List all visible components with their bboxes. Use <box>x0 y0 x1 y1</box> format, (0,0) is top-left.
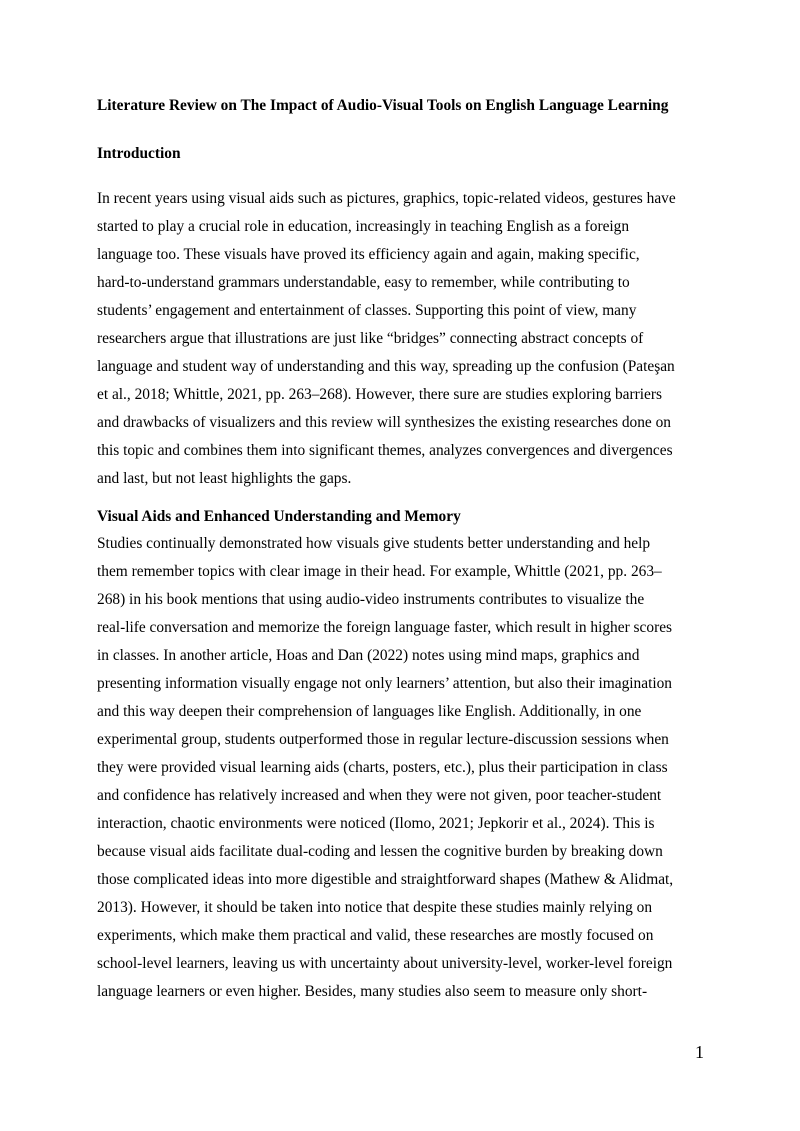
paragraph-line: hard-to-understand grammars understandable, easy to remember, while contributing to <box>97 274 630 291</box>
paragraph-line: and this way deepen their comprehension of languages like English. Additionally, in one <box>97 703 642 720</box>
section-heading-visual-aids: Visual Aids and Enhanced Understanding and Memory <box>97 508 461 525</box>
paragraph-line: language too. These visuals have proved its efficiency again and again, making specific, <box>97 246 640 263</box>
paragraph-line: et al., 2018; Whittle, 2021, pp. 263–268). However, there sure are studies exploring barriers <box>97 386 662 403</box>
paragraph-line: and confidence has relatively increased and when they were not given, poor teacher-student <box>97 787 662 804</box>
paragraph-line: and drawbacks of visualizers and this review will synthesizes the existing researches done on <box>97 414 671 431</box>
page-number: 1 <box>695 1042 704 1062</box>
paragraph-line: experiments, which make them practical and valid, these researches are mostly focused on <box>97 927 654 944</box>
visual-aids-paragraph <box>97 530 709 1006</box>
paragraph-line: language learners or even higher. Besides, many studies also seem to measure only short- <box>97 983 648 1000</box>
paragraph-line: experimental group, students outperformed those in regular lecture-discussion sessions when <box>97 731 669 748</box>
paragraph-line: 2013). However, it should be taken into notice that despite these studies mainly relying on <box>97 899 653 916</box>
section-heading-introduction: Introduction <box>97 145 181 162</box>
paragraph-line: 268) in his book mentions that using audio-video instruments contributes to visualize the <box>97 591 645 608</box>
paragraph-line: Studies continually demonstrated how visuals give students better understanding and help <box>97 535 651 552</box>
paragraph-line: In recent years using visual aids such as pictures, graphics, topic-related videos, gestures have <box>97 190 676 207</box>
paragraph-line: students’ engagement and entertainment of classes. Supporting this point of view, many <box>97 302 637 319</box>
introduction-paragraph <box>97 185 709 493</box>
paragraph-line: because visual aids facilitate dual-coding and lessen the cognitive burden by breaking down <box>97 843 663 860</box>
paragraph-line: real-life conversation and memorize the foreign language faster, which result in higher scores <box>97 619 673 636</box>
document-title: Literature Review on The Impact of Audio-Visual Tools on English Language Learning <box>97 97 669 114</box>
paragraph-line: those complicated ideas into more digestible and straightforward shapes (Mathew & Alidmat, <box>97 871 674 888</box>
paragraph-line: and last, but not least highlights the gaps. <box>97 470 352 487</box>
paragraph-line: language and student way of understanding and this way, spreading up the confusion (Pateşan <box>97 358 675 375</box>
paragraph-line: they were provided visual learning aids (charts, posters, etc.), plus their participation in class <box>97 759 668 776</box>
paragraph-line: this topic and combines them into significant themes, analyzes convergences and divergences <box>97 442 673 459</box>
paragraph-line: in classes. In another article, Hoas and Dan (2022) notes using mind maps, graphics and <box>97 647 640 664</box>
paragraph-line: school-level learners, leaving us with uncertainty about university-level, worker-level foreign <box>97 955 673 972</box>
paragraph-line: them remember topics with clear image in their head. For example, Whittle (2021, pp. 263– <box>97 563 662 580</box>
paragraph-line: started to play a crucial role in education, increasingly in teaching English as a foreign <box>97 218 630 235</box>
paragraph-line: researchers argue that illustrations are just like “bridges” connecting abstract concepts of <box>97 330 644 347</box>
paragraph-line: presenting information visually engage not only learners’ attention, but also their imagination <box>97 675 673 692</box>
paragraph-line: interaction, chaotic environments were noticed (Ilomo, 2021; Jepkorir et al., 2024). This is <box>97 815 655 832</box>
